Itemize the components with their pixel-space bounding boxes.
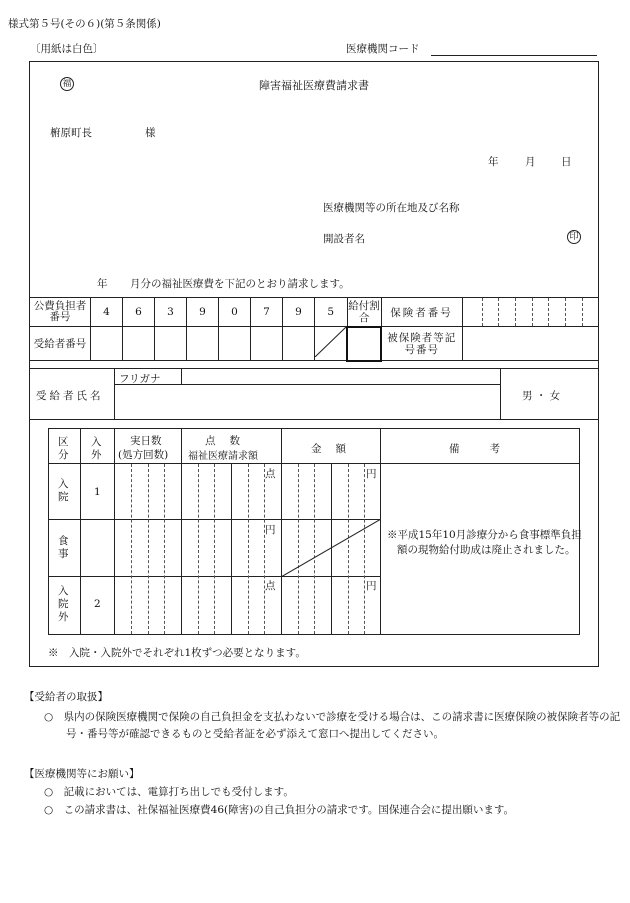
benefit-ratio-label: 給付割合 <box>347 298 381 327</box>
insured-number-field[interactable] <box>462 327 599 361</box>
date-month: 月 <box>525 156 536 168</box>
header-amount: 金額 <box>311 443 360 455</box>
row-label-inpatient: 入院 <box>58 478 69 503</box>
address-label: 医療機関等の所在地及び名称 <box>323 202 460 214</box>
row-label-outpatient: 入院外 <box>58 585 69 623</box>
form-title: 障害福祉医療費請求書 <box>259 79 369 92</box>
digit-divider <box>548 298 549 326</box>
divider <box>181 368 182 385</box>
recipient-digit[interactable] <box>187 327 219 361</box>
fuku-symbol-icon: 福 <box>60 77 74 91</box>
divider <box>231 464 232 634</box>
addressee-name: 椨原町長 <box>50 127 92 139</box>
meal-diagonal-strike <box>281 519 381 577</box>
digit-divider <box>264 464 265 634</box>
institution-code-field[interactable] <box>431 55 597 56</box>
header-points-sub: 福祉医療請求額 <box>188 451 258 462</box>
header-days-sub: (処方回数) <box>118 449 169 461</box>
recipient-digit[interactable] <box>219 327 251 361</box>
header-remarks: 備考 <box>449 443 530 455</box>
divider <box>114 428 115 635</box>
recipient-digit[interactable] <box>91 327 123 361</box>
divider <box>114 384 500 385</box>
divider <box>80 428 81 635</box>
furigana-label: フリガナ <box>119 373 161 385</box>
date-year: 年 <box>488 156 499 168</box>
request-sentence: 月分の福祉医療費を下記のとおり請求します。 <box>130 278 350 290</box>
recipient-note-item: ○ 県内の保険医療機関で保険の自己負担金を支払わないで診療を受ける場合は、この請求書に医療保険の被保険者等の記号・番号等が確認できるものと受給者証を必ず添えて窓口へ提出してください。 <box>44 711 621 740</box>
recipient-digit[interactable] <box>155 327 187 361</box>
seal-icon: 印 <box>567 230 581 244</box>
remark-text: ※平成15年10月診療分から食事標準負担額の現物給付助成は廃止されました。 <box>387 529 582 556</box>
digit-divider <box>214 464 215 634</box>
payer-digit[interactable]: 4 <box>91 298 123 327</box>
payer-digit[interactable]: 9 <box>187 298 219 327</box>
paper-note: 〔用紙は白色〕 <box>30 43 104 55</box>
recipient-number-label: 受給者番号 <box>30 327 91 361</box>
payer-digit[interactable]: 3 <box>155 298 187 327</box>
row-unit-amount: 円 <box>366 468 377 480</box>
digit-divider <box>148 464 149 634</box>
date-day: 日 <box>561 156 572 168</box>
recipient-digit[interactable] <box>123 327 155 361</box>
insurer-table <box>29 297 599 362</box>
recipient-digit[interactable] <box>251 327 283 361</box>
founder-label: 開設者名 <box>323 233 365 245</box>
footnote: ※ 入院・入院外でそれぞれ1枚ずつ必要となります。 <box>48 647 306 659</box>
institution-note-item: ○ 記載においては、電算打ち出しでも受付します。 <box>44 786 294 798</box>
form-number: 様式第５号(その６)(第５条関係) <box>8 18 161 30</box>
divider <box>114 368 115 420</box>
digit-divider <box>482 298 483 326</box>
row-code-outpatient: 2 <box>94 598 101 610</box>
addressee-honorific: 様 <box>145 127 156 139</box>
digit-divider <box>532 298 533 326</box>
payer-digit[interactable]: 6 <box>123 298 155 327</box>
row-unit-points: 点 <box>265 468 276 480</box>
digit-divider <box>498 298 499 326</box>
request-year: 年 <box>97 278 108 290</box>
header-in-out: 入外 <box>91 436 102 461</box>
benefit-ratio-field[interactable] <box>347 327 381 361</box>
payer-digit[interactable]: 9 <box>283 298 315 327</box>
header-days: 実日数 <box>130 435 162 447</box>
row-code-inpatient: 1 <box>94 486 101 498</box>
row-unit-points: 円 <box>265 524 276 536</box>
header-category: 区分 <box>58 436 69 461</box>
payer-digit[interactable]: 0 <box>219 298 251 327</box>
recipient-name-label: 受給者氏名 <box>36 390 104 402</box>
diagonal-strike <box>315 327 346 357</box>
payer-label: 公費負担者番号 <box>30 298 91 327</box>
header-points: 点数 <box>205 435 254 447</box>
digit-divider <box>582 298 583 326</box>
insured-label: 被保険者等記号番号 <box>381 327 462 361</box>
payer-digit[interactable]: 5 <box>315 298 348 327</box>
digit-divider <box>131 464 132 634</box>
sex-selector[interactable]: 男 ・ 女 <box>522 390 561 402</box>
institution-note-item: ○ この請求書は、社保福祉医療費46(障害)の自己負担分の請求です。国保連合会に提出願います。 <box>44 804 515 816</box>
row-unit-points: 点 <box>265 580 276 592</box>
recipient-digit[interactable] <box>283 327 315 361</box>
divider <box>500 368 501 420</box>
diagonal-cell <box>315 327 348 361</box>
divider <box>181 428 182 635</box>
payer-digit[interactable]: 7 <box>251 298 283 327</box>
insurer-number-label: 保険者番号 <box>381 298 462 327</box>
institution-notes-heading: 【医療機関等にお願い】 <box>24 768 140 780</box>
digit-divider <box>565 298 566 326</box>
recipient-notes-heading: 【受給者の取扱】 <box>24 691 108 703</box>
row-label-meal: 食事 <box>58 535 69 560</box>
digit-divider <box>198 464 199 634</box>
digit-divider <box>164 464 165 634</box>
digit-divider <box>248 464 249 634</box>
row-unit-amount: 円 <box>366 580 377 592</box>
institution-code-label: 医療機関コード <box>346 43 420 55</box>
digit-divider <box>515 298 516 326</box>
